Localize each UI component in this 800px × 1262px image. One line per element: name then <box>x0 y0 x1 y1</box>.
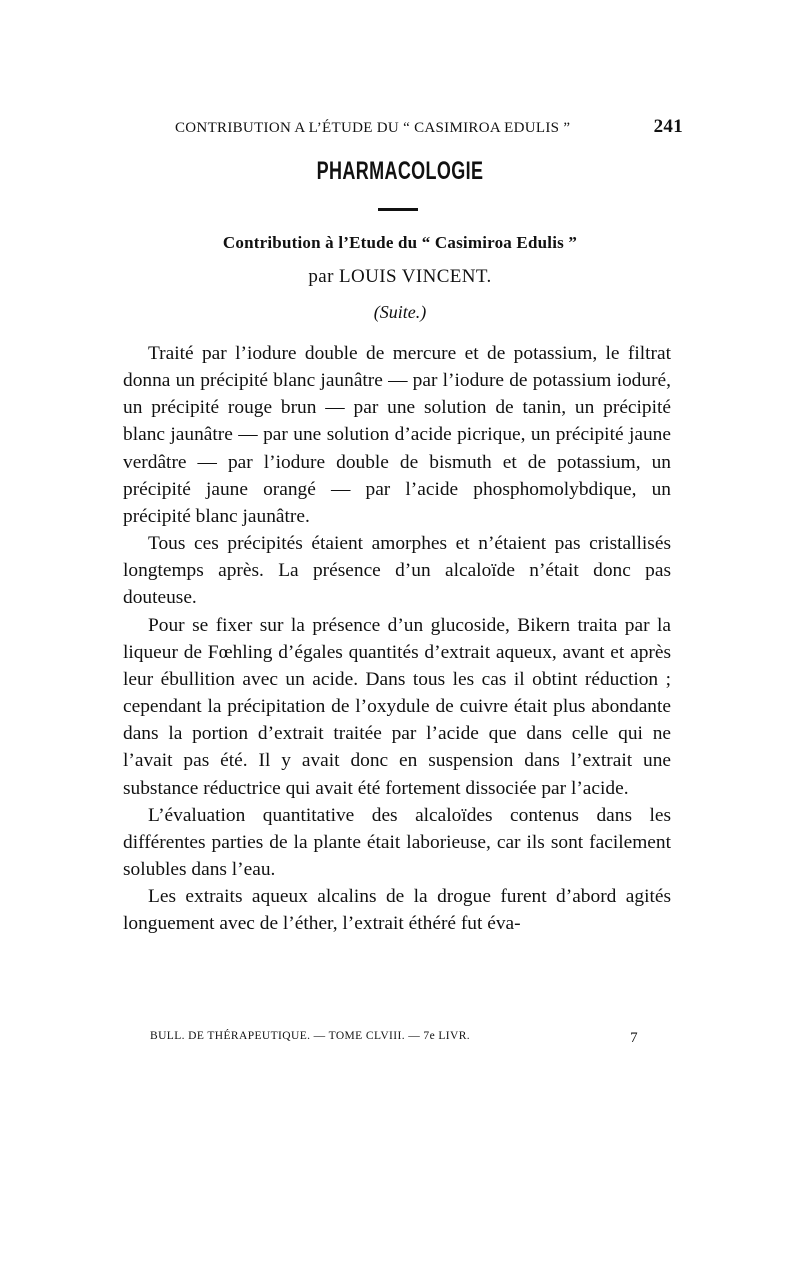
paragraph: Traité par l’iodure double de mercure et de potassium, le filtrat donna un précipité blanc jaunâtre — par l’iodure de potassium ioduré, un précipité rouge brun — par une solution de tanin, un précipité blanc jaunâtre — par une solution d’acide picrique, un précipité jaune verdâtre — par l’iodure double de bismuth et de potassium, un précipité jaune orangé — par l’acide phosphomolybdique, un précipité blanc jaunâtre. <box>123 343 671 527</box>
section-title: PHARMACOLOGIE <box>316 157 484 185</box>
journal-reference: BULL. DE THÉRAPEUTIQUE. — TOME CLVIII. — 7e LIVR. <box>150 1030 471 1042</box>
article-byline: par LOUIS VINCENT. <box>308 266 492 287</box>
signature-mark: 7 <box>630 1030 638 1046</box>
running-head <box>175 116 683 138</box>
paragraph: Les extraits aqueux alcalins de la drogue furent d’abord agités longuement avec de l’éther, l’extrait éthéré fut éva- <box>123 886 671 935</box>
article-title: Contribution à l’Etude du “ Casimiroa Edulis ” <box>222 233 578 252</box>
title-divider <box>378 208 418 211</box>
page-number: 241 <box>653 116 683 137</box>
page-footer <box>150 1030 638 1047</box>
paragraph: Pour se fixer sur la présence d’un glucoside, Bikern traita par la liqueur de Fœhling d’égales quantités d’extrait aqueux, avant et après leur ébullition avec un acide. Dans tous les cas il obtint réduction ; cependant la précipitation de l’oxydule de cuivre était plus abondante dans la portion d’extrait traitée par l’acide que dans celle qui ne l’avait pas été. Il y avait donc en suspension dans l’extrait une substance réductrice qui avait été fortement dissociée par l’acide. <box>123 614 671 799</box>
paragraph: Tous ces précipités étaient amorphes et n’étaient pas cristallisés longtemps après. La présence d’un alcaloïde n’était donc pas douteuse. <box>123 533 671 609</box>
continuation-note: (Suite.) <box>373 302 427 322</box>
article-body <box>123 340 671 937</box>
running-head-title: CONTRIBUTION A L’ÉTUDE DU “ CASIMIROA EDULIS ” <box>175 120 571 136</box>
paragraph: L’évaluation quantitative des alcaloïdes contenus dans les différentes parties de la plante était laborieuse, car ils sont facilement solubles dans l’eau. <box>123 804 671 880</box>
